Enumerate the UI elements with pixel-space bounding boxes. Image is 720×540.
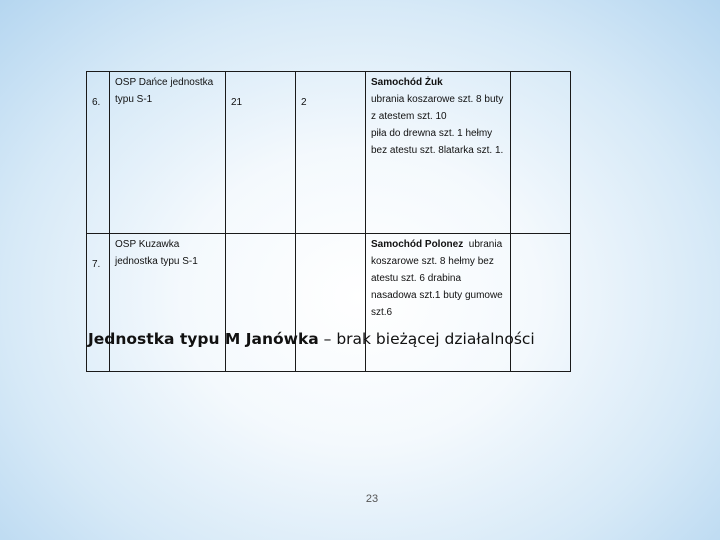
vehicle-name: Samochód Polonez bbox=[371, 239, 464, 250]
table-row bbox=[87, 72, 571, 234]
equipment-line: ubrania koszarowe szt. 8 buty bbox=[371, 94, 504, 105]
unit-name: OSP Kuzawka jednostka typu S-1 bbox=[110, 234, 226, 372]
count-cell bbox=[226, 234, 296, 372]
empty-cell bbox=[511, 72, 571, 234]
equipment-line: szt.6 bbox=[371, 307, 393, 318]
row-number: 7. bbox=[87, 234, 110, 372]
row-number: 6. bbox=[87, 72, 110, 234]
table-row bbox=[87, 234, 571, 372]
note-status: – brak bieżącej działalności bbox=[318, 330, 535, 348]
equipment-line: koszarowe szt. 8 hełmy bez bbox=[371, 256, 494, 267]
equipment-line: z atestem szt. 10 bbox=[371, 111, 447, 122]
page-number: 23 bbox=[365, 493, 379, 505]
equipment-line: bez atestu szt. 8latarka szt. 1. bbox=[371, 145, 504, 156]
count-cell: 21 bbox=[226, 72, 296, 234]
count-cell bbox=[296, 234, 366, 372]
empty-cell bbox=[511, 234, 571, 372]
equipment-line: piła do drewna szt. 1 hełmy bbox=[371, 128, 493, 139]
equipment-cell bbox=[366, 234, 511, 372]
vehicle-name: Samochód Żuk bbox=[371, 77, 443, 88]
equipment-line: ubrania bbox=[468, 239, 503, 250]
note-unit: Jednostka typu M Janówka bbox=[88, 330, 319, 348]
equipment-table bbox=[86, 71, 571, 372]
status-note bbox=[88, 330, 535, 348]
equipment-first-line bbox=[371, 236, 505, 253]
equipment-line: atestu szt. 6 drabina bbox=[371, 273, 462, 284]
unit-name: OSP Dańce jednostka typu S-1 bbox=[110, 72, 226, 234]
equipment-cell bbox=[366, 72, 511, 234]
count-cell: 2 bbox=[296, 72, 366, 234]
equipment-line: nasadowa szt.1 buty gumowe bbox=[371, 290, 503, 301]
